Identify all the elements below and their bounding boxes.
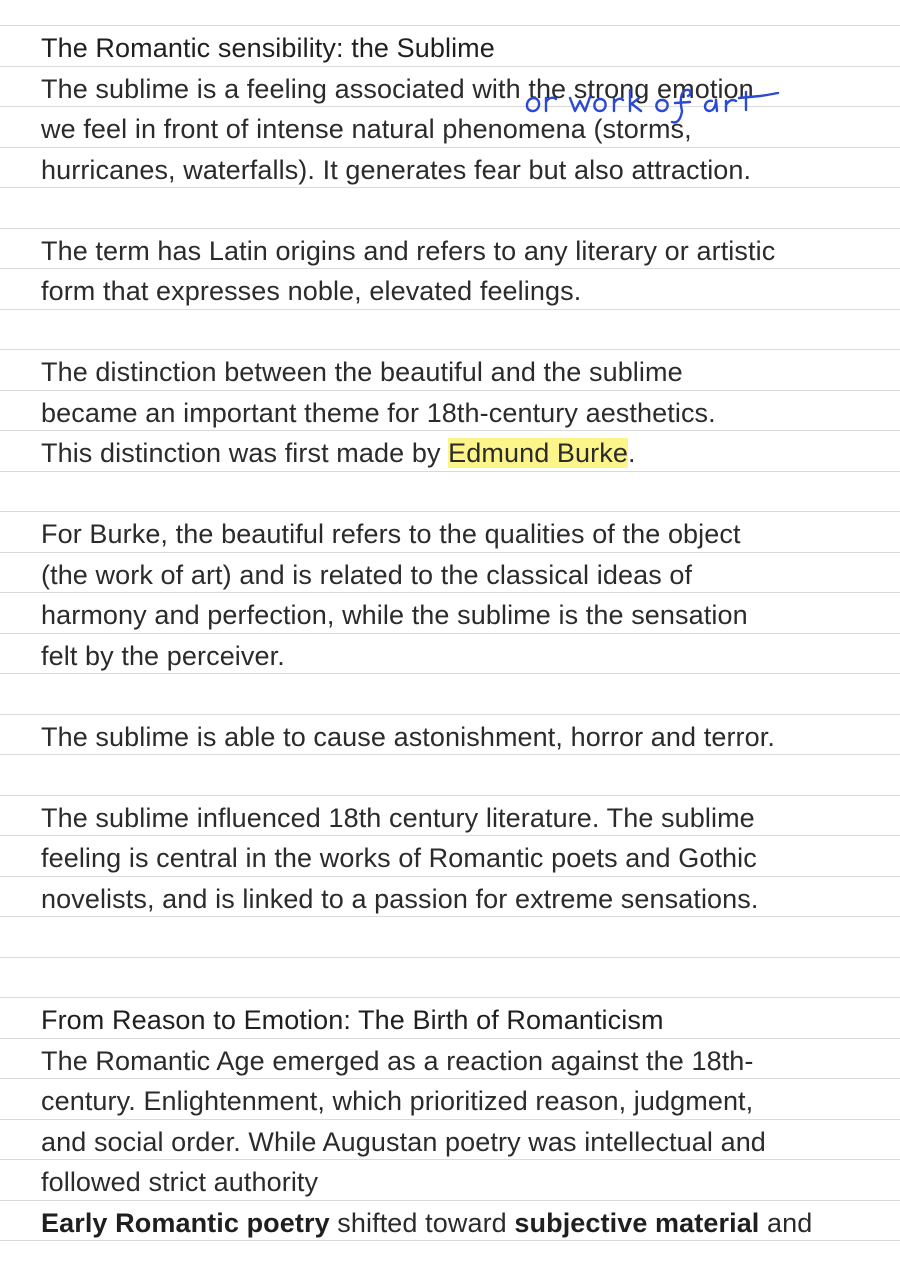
text-line: and social order. While Augustan poetry was intellectual and [41,1126,766,1157]
text-line: century. Enlightenment, which prioritized reason, judgment, [41,1086,754,1116]
text-line: The sublime influenced 18th century literature. The sublime [41,802,755,833]
blank-line [41,919,881,960]
blank-line [41,960,881,1001]
text-line: felt by the perceiver. [41,640,285,671]
text-line: The term has Latin origins and refers to any literary or artistic [41,235,776,266]
blank-line [41,312,881,353]
text-line: The Romantic Age emerged as a reaction against the 18th- [41,1045,754,1076]
highlighted-text: Edmund Burke [448,438,628,468]
ruled-line [0,25,900,26]
text-line: feeling is central in the works of Romantic poets and Gothic [41,843,757,873]
bold-text: Early Romantic poetry [41,1207,330,1238]
section-heading: The Romantic sensibility: the Sublime [41,33,495,63]
text-line: For Burke, the beautiful refers to the qualities of the object [41,519,741,549]
text-line: (the work of art) and is related to the classical ideas of [41,559,693,590]
blank-line [41,676,881,717]
blank-line [41,757,881,798]
text-segment: shifted toward [329,1207,515,1238]
text-line: hurricanes, waterfalls). It generates fear but also attraction. [41,154,752,185]
section-heading: From Reason to Emotion: The Birth of Romanticism [41,1005,664,1035]
text-line: novelists, and is linked to a passion for extreme sensations. [41,883,759,914]
text-segment: This distinction was first made by [41,438,449,468]
handwritten-annotation [520,84,790,134]
text-segment: . [627,438,636,468]
text-line: became an important theme for 18th-century aesthetics. [41,397,716,428]
text-line: The distinction between the beautiful and the sublime [41,357,683,387]
text-line: we feel in front of intense natural phenomena (storms, [41,114,692,144]
text-line: form that expresses noble, elevated feelings. [41,276,582,306]
text-line [41,1203,881,1244]
text-line: harmony and perfection, while the sublime is the sensation [41,600,748,630]
blank-line [41,474,881,515]
text-line [41,433,881,474]
bold-text: subjective material [514,1207,760,1238]
text-line: followed strict authority [41,1167,319,1197]
handwriting-ink [520,84,790,134]
text-line: The sublime is a feeling associated with the strong emotion [41,73,754,104]
text-line: The sublime is able to cause astonishment, horror and terror. [41,721,775,752]
text-segment: and [759,1207,813,1238]
blank-line [41,190,881,231]
note-text [41,28,881,1243]
